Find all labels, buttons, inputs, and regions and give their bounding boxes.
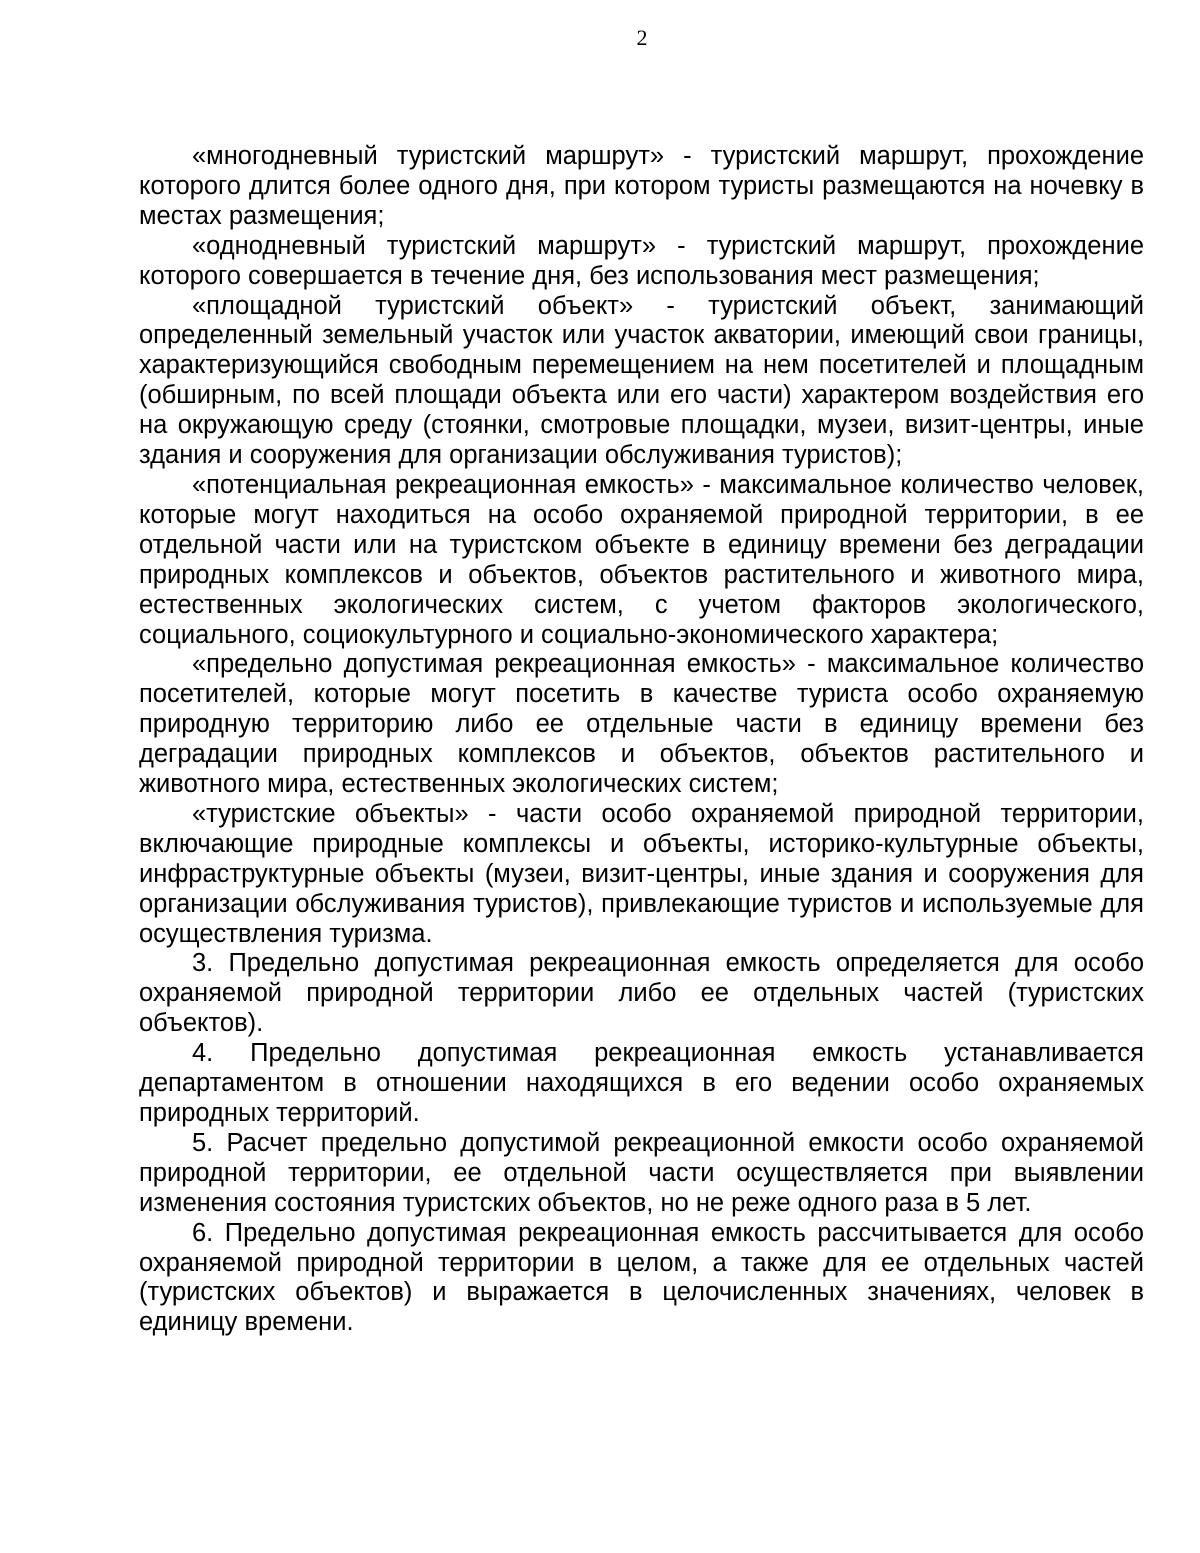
definition-multiday-route: «многодневный туристский маршрут» - туристский маршрут, прохождение которого длится более одного дня, при котором туристы размещаются на ночевку в местах размещения; (139, 142, 1144, 230)
definition-area-object: «площадной туристский объект» - туристский объект, занимающий определенный земельный участок или участок акватории, имеющий свои границы, характеризующийся свободным перемещением на нем посетителей и площадным (обширным, по всей площади объекта или его части) характером воздействия его на окружающую среду (стоянки, смотровые площадки, музеи, визит-центры, иные здания и сооружения для организации обслуживания туристов); (139, 291, 1144, 470)
clause-6: 6. Предельно допустимая рекреационная емкость рассчитывается для особо охраняемой природной территории в целом, а также для ее отдельных частей (туристских объектов) и выражается в целочисленных значениях, человек в единицу времени. (139, 1218, 1144, 1337)
definition-oneday-route: «однодневный туристский маршрут» - туристский маршрут, прохождение которого совершается в течение дня, без использования мест размещения; (139, 231, 1144, 290)
clause-5: 5. Расчет предельно допустимой рекреационной емкости особо охраняемой природной территории, ее отдельной части осуществляется при выявлении изменения состояния туристских объектов, но не реже одного раза в 5 лет. (139, 1128, 1144, 1217)
definition-max-capacity: «предельно допустимая рекреационная емкость» - максимальное количество посетителей, которые могут посетить в качестве туриста особо охраняемую природную территорию либо ее отдельные части в единицу времени без деградации природных комплексов и объектов, объектов растительного и животного мира, естественных экологических систем; (139, 650, 1144, 799)
document-body (139, 142, 1144, 1338)
clause-3: 3. Предельно допустимая рекреационная емкость определяется для особо охраняемой природной территории либо ее отдельных частей (туристских объектов). (139, 949, 1144, 1038)
clause-4: 4. Предельно допустимая рекреационная емкость устанавливается департаментом в отношении находящихся в его ведении особо охраняемых природных территорий. (139, 1039, 1144, 1127)
definition-tourist-objects: «туристские объекты» - части особо охраняемой природной территории, включающие природные комплексы и объекты, историко-культурные объекты, инфраструктурные объекты (музеи, визит-центры, иные здания и сооружения для организации обслуживания туристов), привлекающие туристов и используемые для осуществления туризма. (139, 799, 1144, 948)
page-number: 2 (636, 25, 648, 50)
definition-potential-capacity: «потенциальная рекреационная емкость» - максимальное количество человек, которые могут находиться на особо охраняемой природной территории, в ее отдельной части или на туристском объекте в единицу времени без деградации природных комплексов и объектов, объектов растительного и животного мира, естественных экологических систем, с учетом факторов экологического, социального, социокультурного и социально-экономического характера; (139, 470, 1144, 649)
